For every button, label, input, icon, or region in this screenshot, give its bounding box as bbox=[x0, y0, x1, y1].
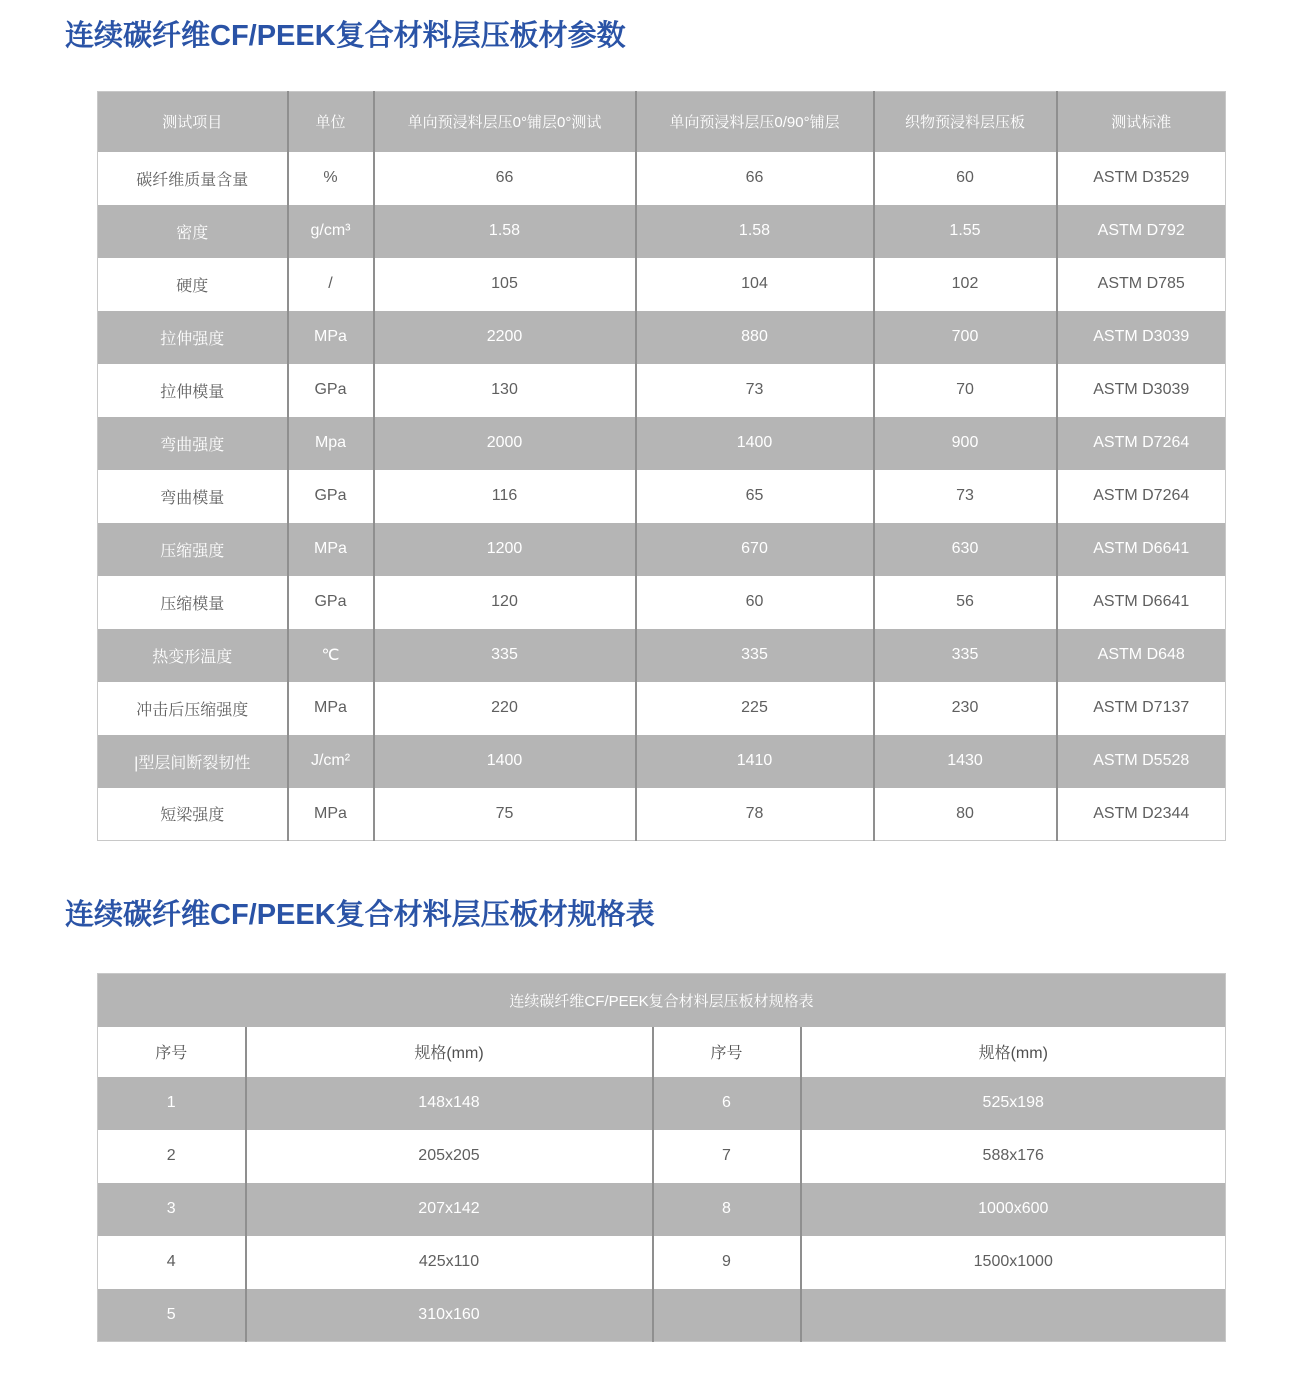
params-cell: MPa bbox=[288, 311, 374, 364]
params-cell: ASTM D2344 bbox=[1093, 804, 1190, 822]
params-cell: 弯曲强度 bbox=[98, 417, 288, 470]
params-column-header: 单向预浸料层压0/90°铺层 bbox=[636, 92, 874, 152]
params-column-header: 织物预浸料层压板 bbox=[874, 92, 1057, 152]
params-cell: 1430 bbox=[874, 735, 1057, 788]
params-cell: 66 bbox=[636, 152, 874, 205]
params-cell: 630 bbox=[874, 523, 1057, 576]
params-column-header: 测试项目 bbox=[98, 92, 288, 152]
spec-cell: 205x205 bbox=[246, 1130, 653, 1183]
params-row bbox=[98, 311, 1226, 364]
params-row bbox=[98, 417, 1226, 470]
params-cell: 335 bbox=[874, 629, 1057, 682]
params-cell: 116 bbox=[374, 470, 636, 523]
spec-cell bbox=[653, 1289, 801, 1342]
spec-cell: 1500x1000 bbox=[973, 1253, 1053, 1270]
params-cell: MPa bbox=[288, 523, 374, 576]
params-row bbox=[98, 205, 1226, 258]
params-row bbox=[98, 576, 1226, 629]
params-row bbox=[98, 364, 1226, 417]
params-column-header: 单位 bbox=[288, 92, 374, 152]
params-cell: GPa bbox=[288, 470, 374, 523]
params-row bbox=[98, 152, 1226, 205]
params-cell: GPa bbox=[288, 576, 374, 629]
spec-cell: 4 bbox=[98, 1236, 246, 1289]
params-cell: 冲击后压缩强度 bbox=[98, 682, 288, 735]
params-cell: 1400 bbox=[374, 735, 636, 788]
params-cell: ASTM D648 bbox=[1097, 646, 1185, 663]
spec-cell: 207x142 bbox=[246, 1183, 653, 1236]
params-cell: ASTM D3529 bbox=[1093, 169, 1190, 186]
spec-cell bbox=[801, 1289, 1226, 1342]
spec-cell: 588x176 bbox=[982, 1147, 1044, 1164]
spec-row bbox=[98, 1077, 1226, 1130]
params-cell: 75 bbox=[374, 788, 636, 841]
spec-cell: 1 bbox=[98, 1077, 246, 1130]
params-cell: 硬度 bbox=[98, 258, 288, 311]
params-cell: ASTM D7264 bbox=[1093, 487, 1190, 504]
params-cell: ASTM D785 bbox=[1097, 275, 1185, 292]
params-cell: 60 bbox=[636, 576, 874, 629]
params-cell: 1400 bbox=[636, 417, 874, 470]
params-section-title: 连续碳纤维CF/PEEK复合材料层压板材参数 bbox=[65, 20, 626, 52]
spec-table bbox=[97, 973, 1226, 1342]
spec-cell: 9 bbox=[653, 1236, 801, 1289]
params-cell: 拉伸模量 bbox=[98, 364, 288, 417]
params-row bbox=[98, 523, 1226, 576]
params-table bbox=[97, 91, 1226, 841]
params-cell: ℃ bbox=[288, 629, 374, 682]
params-cell: MPa bbox=[288, 682, 374, 735]
spec-cell: 7 bbox=[653, 1130, 801, 1183]
params-cell: 2200 bbox=[374, 311, 636, 364]
params-cell: 1.55 bbox=[874, 205, 1057, 258]
params-cell: 102 bbox=[874, 258, 1057, 311]
params-cell: ASTM D5528 bbox=[1093, 752, 1190, 769]
spec-column-header: 序号 bbox=[653, 1027, 801, 1077]
params-cell: 56 bbox=[874, 576, 1057, 629]
params-cell: 335 bbox=[636, 629, 874, 682]
params-cell: 压缩模量 bbox=[98, 576, 288, 629]
spec-cell: 2 bbox=[98, 1130, 246, 1183]
params-column-header: 单向预浸料层压0°铺层0°测试 bbox=[374, 92, 636, 152]
spec-banner-row bbox=[98, 974, 1226, 1027]
params-cell: 1200 bbox=[374, 523, 636, 576]
params-cell: 230 bbox=[874, 682, 1057, 735]
params-cell: ASTM D3039 bbox=[1093, 381, 1190, 398]
params-cell: 104 bbox=[636, 258, 874, 311]
params-cell: ASTM D6641 bbox=[1093, 540, 1190, 557]
params-cell: 1.58 bbox=[374, 205, 636, 258]
params-cell: 2000 bbox=[374, 417, 636, 470]
spec-row bbox=[98, 1130, 1226, 1183]
params-cell: 80 bbox=[874, 788, 1057, 841]
params-cell: 73 bbox=[874, 470, 1057, 523]
params-cell: 66 bbox=[374, 152, 636, 205]
spec-cell: 5 bbox=[98, 1289, 246, 1342]
params-row bbox=[98, 258, 1226, 311]
spec-section-title: 连续碳纤维CF/PEEK复合材料层压板材规格表 bbox=[65, 899, 655, 931]
params-cell: / bbox=[288, 258, 374, 311]
params-row bbox=[98, 788, 1226, 841]
params-cell: 78 bbox=[636, 788, 874, 841]
params-cell: 密度 bbox=[98, 205, 288, 258]
params-cell: 670 bbox=[636, 523, 874, 576]
params-cell: 900 bbox=[874, 417, 1057, 470]
params-cell: 70 bbox=[874, 364, 1057, 417]
params-row bbox=[98, 735, 1226, 788]
spec-header-row bbox=[98, 1027, 1226, 1077]
spec-column-header: 序号 bbox=[98, 1027, 246, 1077]
spec-cell: 525x198 bbox=[982, 1094, 1044, 1111]
params-cell: ASTM D792 bbox=[1097, 222, 1185, 239]
spec-cell: 8 bbox=[653, 1183, 801, 1236]
spec-cell: 6 bbox=[653, 1077, 801, 1130]
params-cell: GPa bbox=[288, 364, 374, 417]
spec-row bbox=[98, 1183, 1226, 1236]
params-cell: 225 bbox=[636, 682, 874, 735]
spec-column-header: 规格(mm) bbox=[801, 1027, 1226, 1077]
params-cell: 热变形温度 bbox=[98, 629, 288, 682]
params-cell: |型层间断裂韧性 bbox=[98, 735, 288, 788]
params-cell: 1410 bbox=[636, 735, 874, 788]
params-cell: % bbox=[288, 152, 374, 205]
params-column-header: 测试标准 bbox=[1057, 92, 1226, 152]
spec-cell: 1000x600 bbox=[978, 1200, 1049, 1217]
params-cell: MPa bbox=[288, 788, 374, 841]
params-cell: 130 bbox=[374, 364, 636, 417]
params-cell: ASTM D6641 bbox=[1093, 593, 1190, 610]
params-cell: 73 bbox=[636, 364, 874, 417]
params-cell: 60 bbox=[874, 152, 1057, 205]
spec-cell: 148x148 bbox=[246, 1077, 653, 1130]
params-header-row bbox=[98, 92, 1226, 152]
spec-column-header: 规格(mm) bbox=[246, 1027, 653, 1077]
params-cell: 拉伸强度 bbox=[98, 311, 288, 364]
params-row bbox=[98, 629, 1226, 682]
params-cell: 335 bbox=[374, 629, 636, 682]
spec-row bbox=[98, 1289, 1226, 1342]
spec-table-banner: 连续碳纤维CF/PEEK复合材料层压板材规格表 bbox=[98, 974, 1226, 1027]
params-cell: ASTM D7137 bbox=[1093, 699, 1190, 716]
params-cell: 700 bbox=[874, 311, 1057, 364]
params-row bbox=[98, 682, 1226, 735]
params-cell: 短梁强度 bbox=[98, 788, 288, 841]
params-row bbox=[98, 470, 1226, 523]
params-cell: 1.58 bbox=[636, 205, 874, 258]
params-cell: 220 bbox=[374, 682, 636, 735]
params-cell: ASTM D3039 bbox=[1093, 328, 1190, 345]
params-cell: 120 bbox=[374, 576, 636, 629]
spec-cell: 425x110 bbox=[246, 1236, 653, 1289]
params-cell: 碳纤维质量含量 bbox=[98, 152, 288, 205]
spec-row bbox=[98, 1236, 1226, 1289]
params-cell: J/cm² bbox=[288, 735, 374, 788]
params-cell: 压缩强度 bbox=[98, 523, 288, 576]
params-cell: 105 bbox=[374, 258, 636, 311]
params-cell: g/cm³ bbox=[288, 205, 374, 258]
params-cell: 65 bbox=[636, 470, 874, 523]
params-cell: Mpa bbox=[288, 417, 374, 470]
params-cell: ASTM D7264 bbox=[1093, 434, 1190, 451]
params-cell: 弯曲模量 bbox=[98, 470, 288, 523]
params-cell: 880 bbox=[636, 311, 874, 364]
spec-cell: 3 bbox=[98, 1183, 246, 1236]
spec-cell: 310x160 bbox=[246, 1289, 653, 1342]
